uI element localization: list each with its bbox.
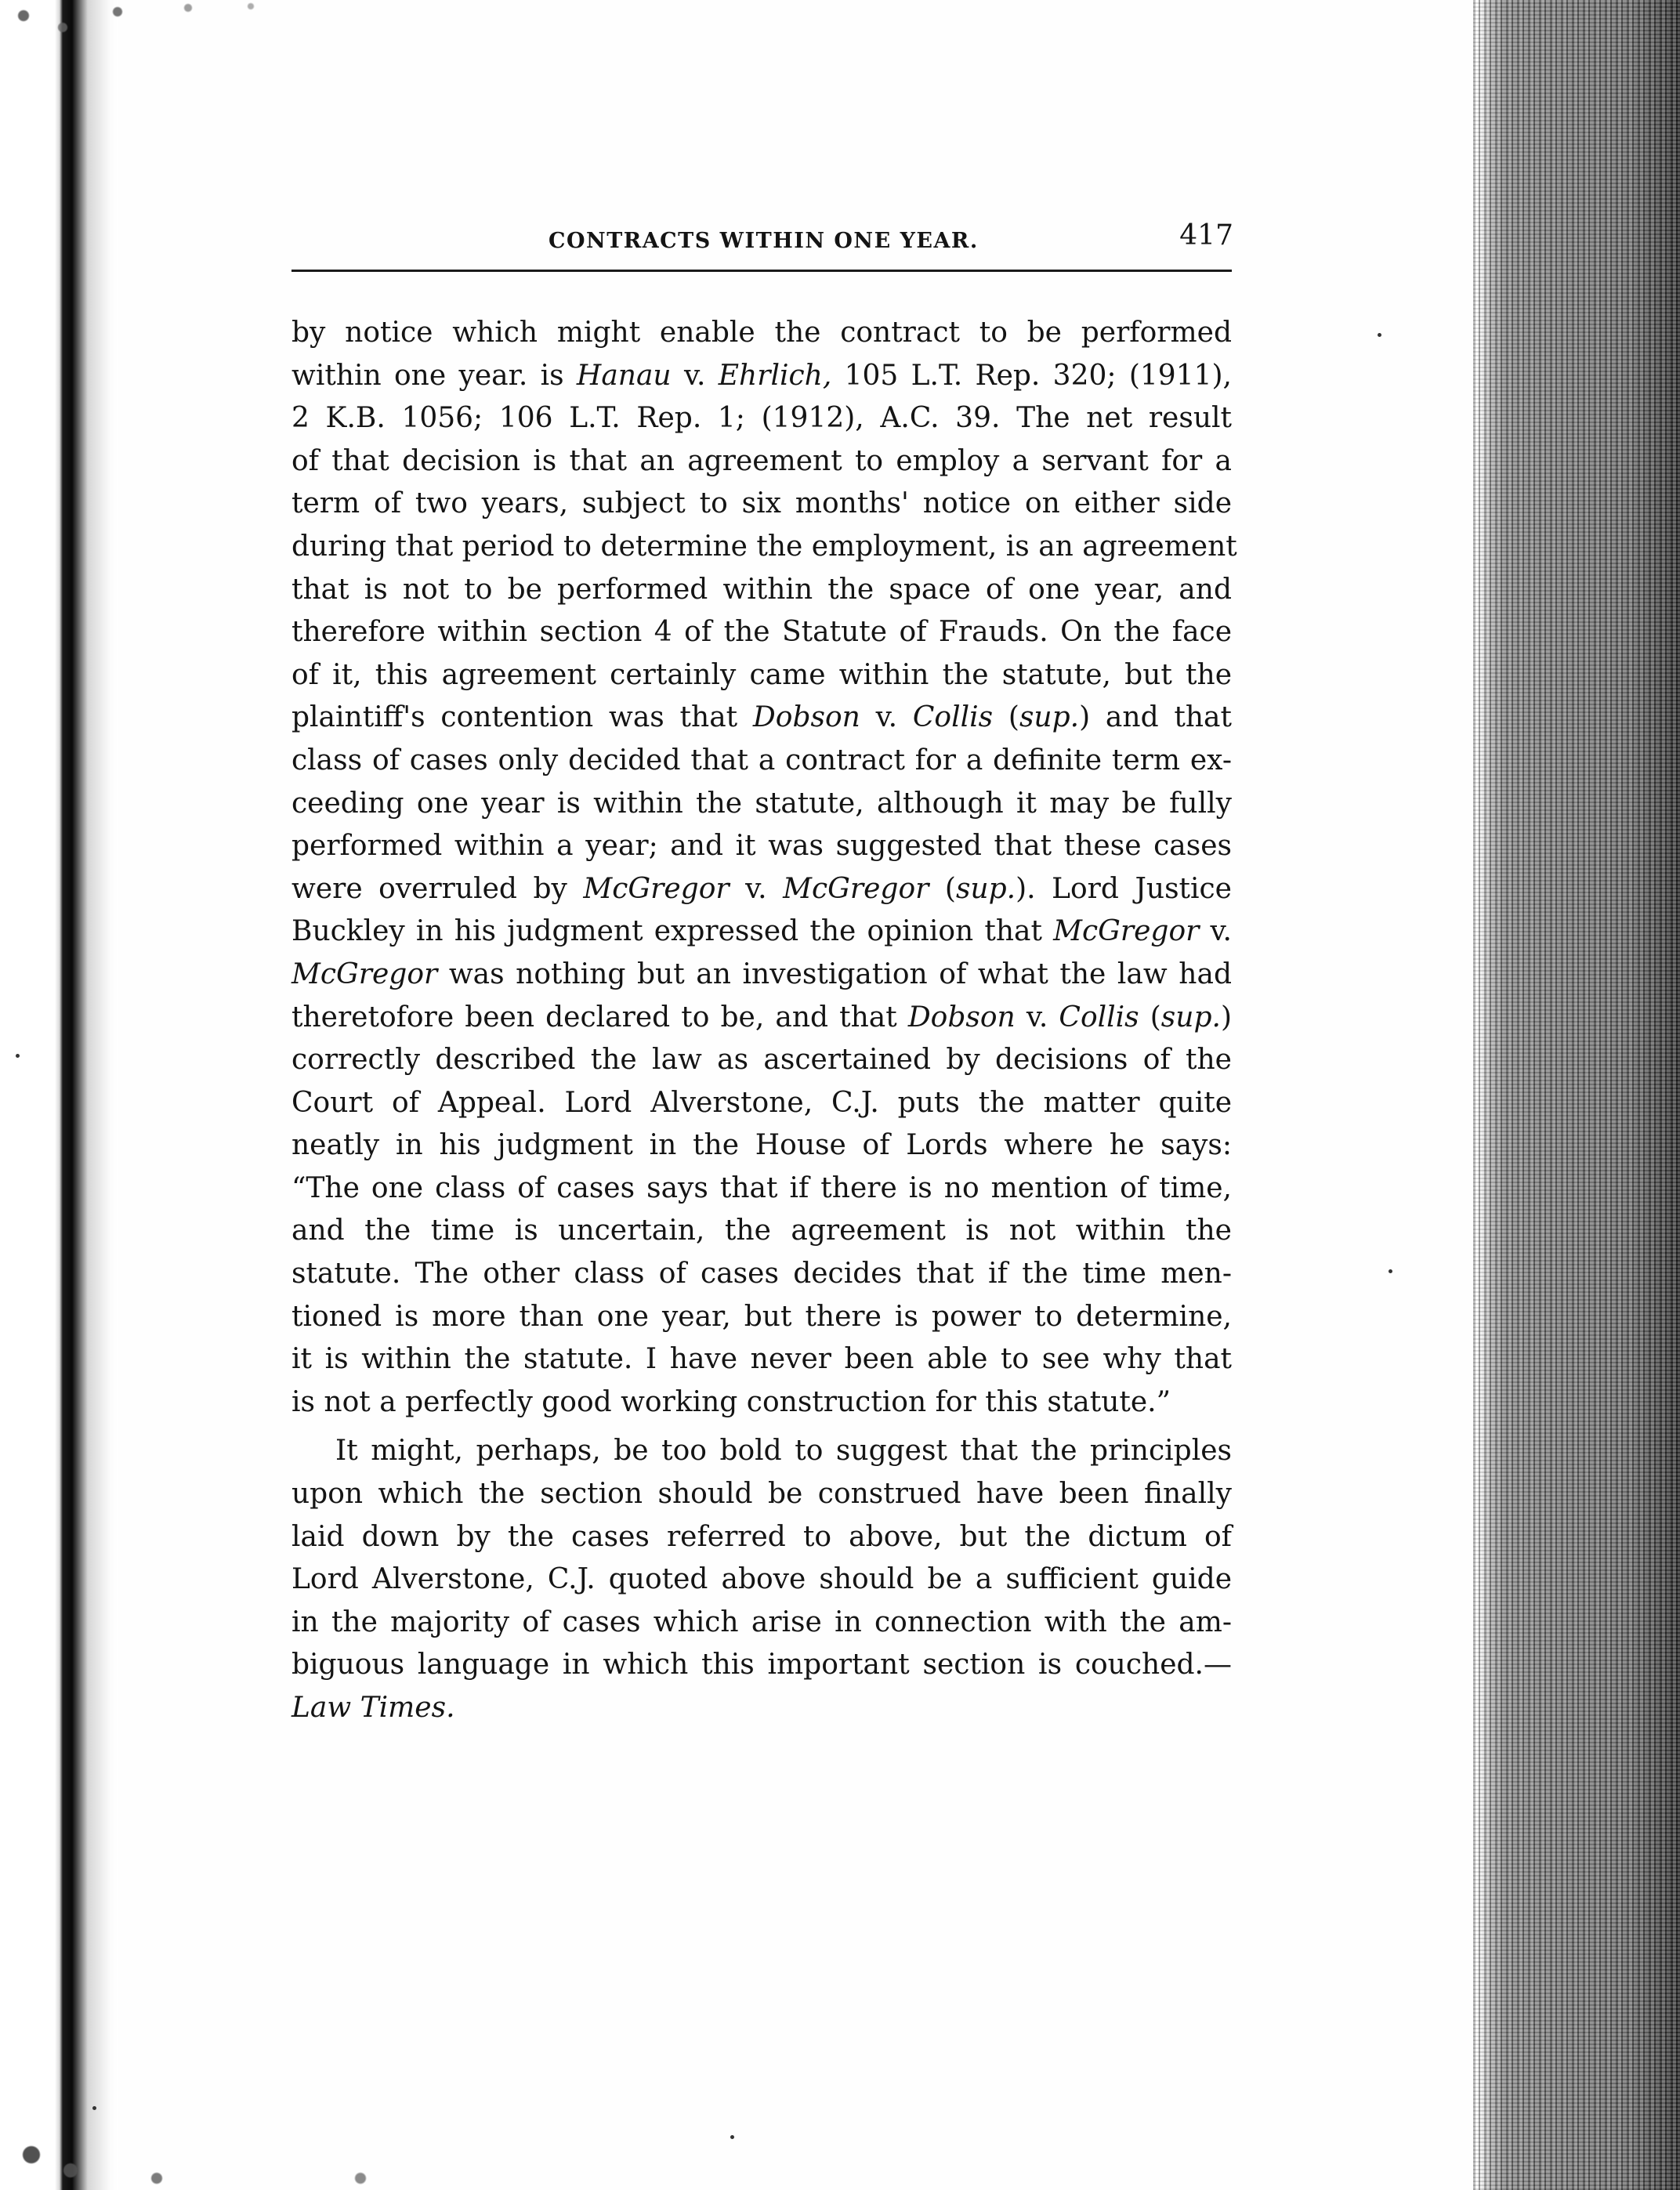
text-line: of that decision is that an agreement to employ a servant for a bbox=[291, 444, 1232, 477]
text-line: theretofore been declared to be, and that Dobson v. Collis (sup.) bbox=[291, 1001, 1232, 1033]
case-name-italic: Dobson bbox=[907, 1001, 1016, 1033]
case-name-italic: Collis bbox=[912, 701, 994, 734]
text-line: It might, perhaps, be too bold to suggest that the principles bbox=[335, 1435, 1232, 1468]
scan-noise-top-left bbox=[0, 0, 329, 55]
text-line: in the majority of cases which arise in connection with the am- bbox=[291, 1605, 1232, 1638]
case-name-italic: Ehrlich, bbox=[718, 359, 832, 392]
text-line: within one year. is Hanau v. Ehrlich, 105 L.T. Rep. 320; (1911), bbox=[291, 359, 1232, 392]
case-name-italic: Collis bbox=[1059, 1001, 1139, 1033]
margin-speck bbox=[92, 2106, 96, 2110]
text-line: were overruled by McGregor v. McGregor (sup.). Lord Justice bbox=[291, 872, 1232, 905]
text-line: biguous language in which this important section is couched.— bbox=[291, 1649, 1232, 1681]
text-line: “The one class of cases says that if there is no mention of time, bbox=[291, 1171, 1232, 1204]
scan-noise-bottom-left bbox=[0, 2100, 407, 2190]
running-head bbox=[291, 212, 1232, 262]
text-line: therefore within section 4 of the Statute of Frauds. On the face bbox=[291, 616, 1232, 649]
margin-speck bbox=[1389, 1269, 1392, 1273]
text-line: during that period to determine the employment, is an agreement bbox=[291, 530, 1237, 563]
text-line: McGregor was nothing but an investigation of what the law had bbox=[291, 957, 1232, 990]
left-binding-shadow bbox=[0, 0, 118, 2190]
margin-speck bbox=[730, 2135, 734, 2139]
page-content bbox=[291, 212, 1237, 1724]
paragraph-gap bbox=[291, 1424, 1232, 1430]
text-line: is not a perfectly good working construction for this statute.” bbox=[291, 1385, 1171, 1418]
case-name-italic: Dobson bbox=[752, 701, 860, 734]
attribution-italic: Law Times. bbox=[291, 1692, 455, 1724]
margin-speck bbox=[16, 1054, 20, 1058]
text-line: performed within a year; and it was suggested that these cases bbox=[291, 830, 1232, 863]
text-line: correctly described the law as ascertained by decisions of the bbox=[291, 1044, 1232, 1077]
case-name-italic: Hanau bbox=[576, 359, 672, 392]
text-line: statute. The other class of cases decides that if the time men- bbox=[291, 1258, 1232, 1290]
text-line: ceeding one year is within the statute, although it may be fully bbox=[291, 787, 1232, 820]
right-binding-shadow bbox=[1473, 0, 1680, 2190]
text-line: 2 K.B. 1056; 106 L.T. Rep. 1; (1912), A.C. 39. The net result bbox=[291, 402, 1232, 435]
text-line: by notice which might enable the contract to be performed bbox=[291, 317, 1232, 349]
text-line: of it, this agreement certainly came within the statute, but the bbox=[291, 658, 1232, 691]
text-line: Court of Appeal. Lord Alverstone, C.J. puts the matter quite bbox=[291, 1086, 1232, 1119]
text-line: plaintiff's contention was that Dobson v. Collis (sup.) and that bbox=[291, 701, 1232, 734]
margin-speck bbox=[1378, 333, 1381, 337]
text-line: laid down by the cases referred to above, but the dictum of bbox=[291, 1520, 1232, 1553]
case-name-italic: McGregor bbox=[583, 872, 730, 905]
text-line: term of two years, subject to six months' notice on either side bbox=[291, 487, 1232, 520]
paragraph-1 bbox=[291, 312, 1237, 1424]
case-name-italic: McGregor bbox=[783, 872, 929, 905]
attribution bbox=[291, 1687, 1232, 1730]
text-line: and the time is uncertain, the agreement is not within the bbox=[291, 1214, 1232, 1247]
text-line: tioned is more than one year, but there is power to determine, bbox=[291, 1300, 1232, 1333]
citation-italic: sup. bbox=[955, 872, 1016, 905]
case-name-italic: McGregor bbox=[291, 957, 438, 990]
text-line: Lord Alverstone, C.J. quoted above should be a sufficient guide bbox=[291, 1563, 1232, 1596]
page-number: 417 bbox=[1179, 219, 1233, 252]
citation-italic: sup. bbox=[1019, 701, 1080, 734]
text-line: Buckley in his judgment expressed the opinion that McGregor v. bbox=[291, 915, 1232, 948]
text-line: that is not to be performed within the space of one year, and bbox=[291, 573, 1232, 606]
running-head-title: CONTRACTS WITHIN ONE YEAR. bbox=[549, 229, 979, 253]
text-line: neatly in his judgment in the House of Lords where he says: bbox=[291, 1129, 1232, 1162]
text-line: it is within the statute. I have never been able to see why that bbox=[291, 1343, 1232, 1376]
paragraph-2 bbox=[291, 1430, 1232, 1729]
text-line: class of cases only decided that a contract for a definite term ex- bbox=[291, 744, 1232, 776]
text-line: upon which the section should be construed have been finally bbox=[291, 1478, 1232, 1511]
header-rule bbox=[291, 270, 1232, 272]
body-text bbox=[291, 312, 1237, 1730]
citation-italic: sup. bbox=[1160, 1001, 1221, 1033]
case-name-italic: McGregor bbox=[1053, 915, 1200, 948]
